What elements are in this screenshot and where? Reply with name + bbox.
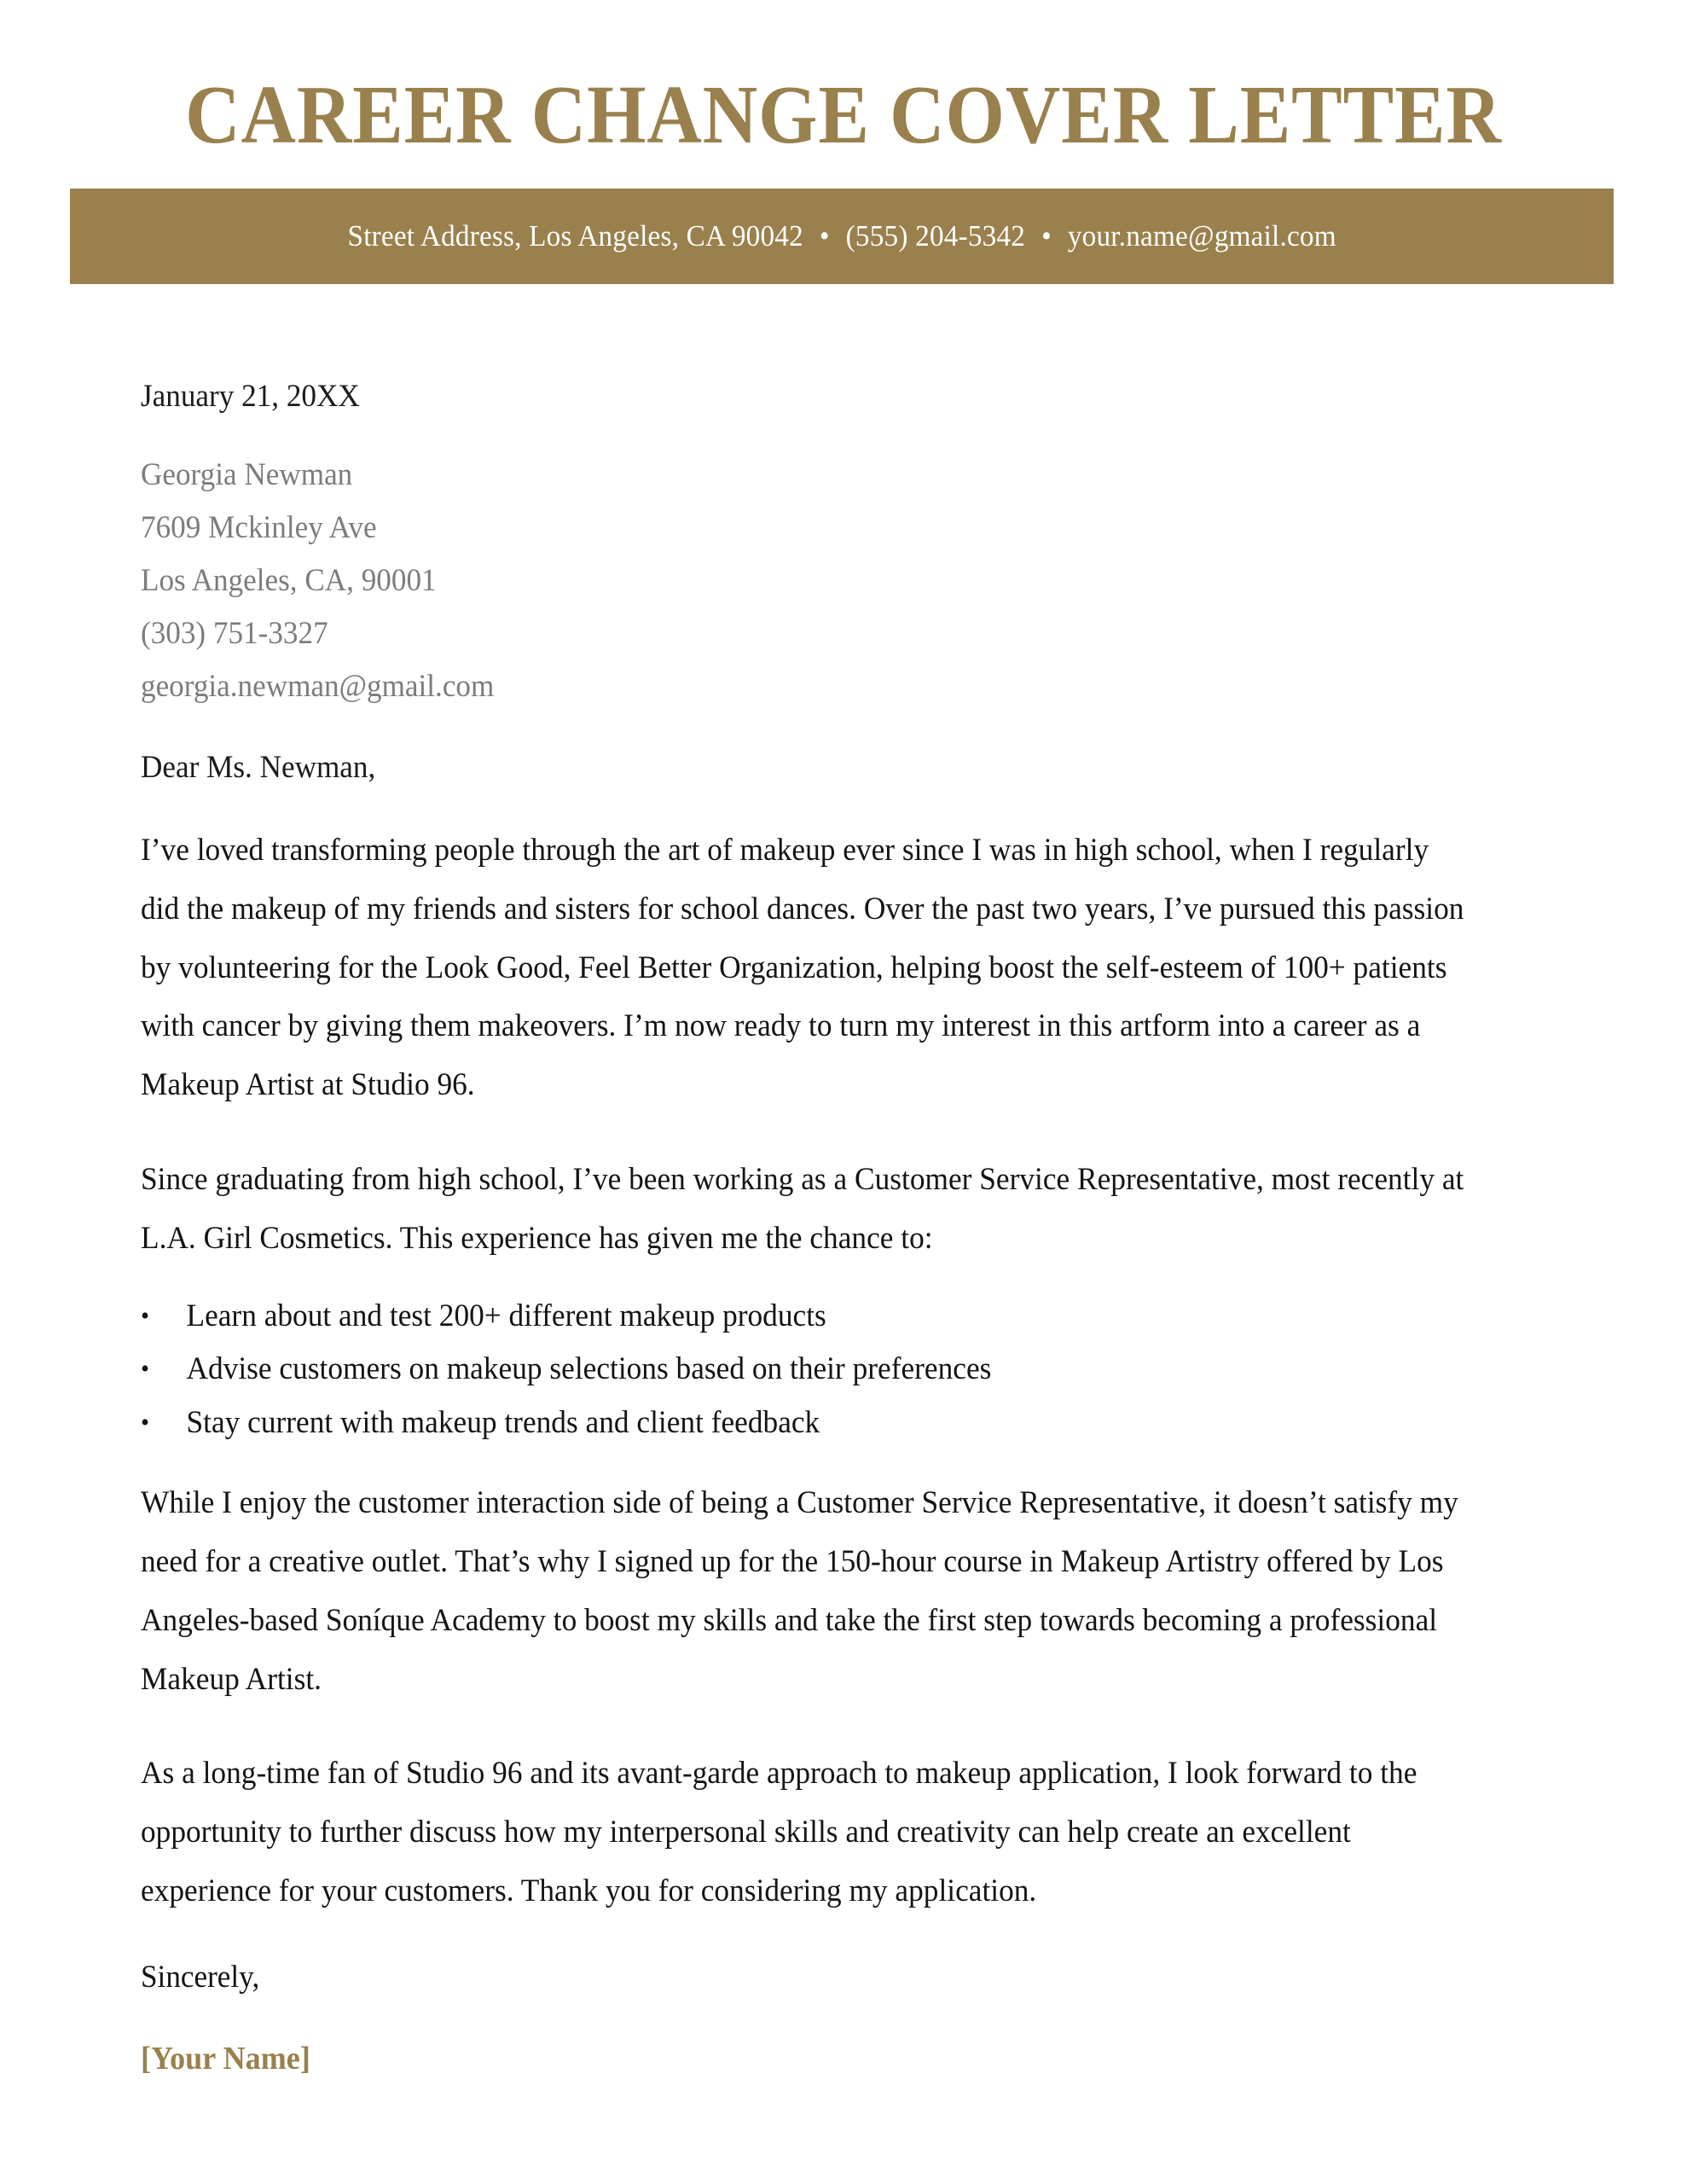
recipient-phone: (303) 751-3327	[141, 616, 328, 651]
bullet-icon: •	[141, 1355, 150, 1384]
contact-bar	[70, 189, 1614, 284]
contact-email: your.name@gmail.com	[1067, 219, 1336, 253]
closing-salutation: Sincerely,	[141, 1959, 260, 1995]
list-item	[141, 1404, 1464, 1440]
list-item	[141, 1353, 1464, 1385]
list-item-label: Advise customers on makeup selections based on their preferences	[186, 1351, 992, 1387]
list-item-label: Learn about and test 200+ different makeup products	[186, 1298, 826, 1333]
contact-separator-1: •	[819, 219, 830, 253]
body-paragraph: I’ve loved transforming people through the art of makeup ever since I was in high school, when I regularly did the makeup of my friends and sisters for school dances. Over the past two years, I’ve pursued this passion by volunteering for the Look Good, Feel Better Organization, helping boost the self-esteem of 100+ patients with cancer by giving them makeovers. I’m now ready to turn my interest in this artform into a career as a Makeup Artist at Studio 96.	[141, 833, 1464, 1103]
letter-body	[0, 378, 1687, 2077]
letter-date: January 21, 20XX	[141, 379, 360, 414]
body-paragraph: As a long-time fan of Studio 96 and its avant-garde approach to makeup application, I look forward to the opportunity to further discuss how my interpersonal skills and creativity can help create an excellent experience for your customers. Thank you for considering my application.	[141, 1756, 1417, 1909]
list-item	[141, 1300, 1464, 1333]
bullet-icon: •	[141, 1301, 150, 1330]
bullet-icon: •	[141, 1408, 150, 1437]
recipient-address-block	[141, 459, 1527, 702]
list-item-label: Stay current with makeup trends and client feedback	[186, 1404, 820, 1440]
achievements-list	[141, 1300, 1464, 1439]
contact-phone: (555) 204-5342	[845, 219, 1025, 253]
contact-separator-2: •	[1041, 219, 1052, 253]
recipient-city-state-zip: Los Angeles, CA, 90001	[141, 563, 437, 598]
recipient-email: georgia.newman@gmail.com	[141, 669, 495, 704]
body-paragraph: Since graduating from high school, I’ve been working as a Customer Service Representative, most recently at L.A. Girl Cosmetics. This experience has given me the chance to:	[141, 1162, 1464, 1256]
body-paragraph: While I enjoy the customer interaction side of being a Customer Service Representative, it doesn’t satisfy my need for a creative outlet. That’s why I signed up for the 150-hour course in Makeup Artistry offered by Los Angeles-based Soníque Academy to boost my skills and take the first step towards becoming a professional Makeup Artist.	[141, 1485, 1458, 1697]
salutation: Dear Ms. Newman,	[141, 750, 376, 785]
recipient-name: Georgia Newman	[141, 457, 353, 492]
page-title: CAREER CHANGE COVER LETTER	[185, 69, 1502, 160]
contact-line	[347, 219, 1336, 253]
contact-address: Street Address, Los Angeles, CA 90042	[347, 219, 803, 253]
recipient-street: 7609 Mckinley Ave	[141, 510, 377, 545]
signature-name: [Your Name]	[141, 2040, 310, 2077]
